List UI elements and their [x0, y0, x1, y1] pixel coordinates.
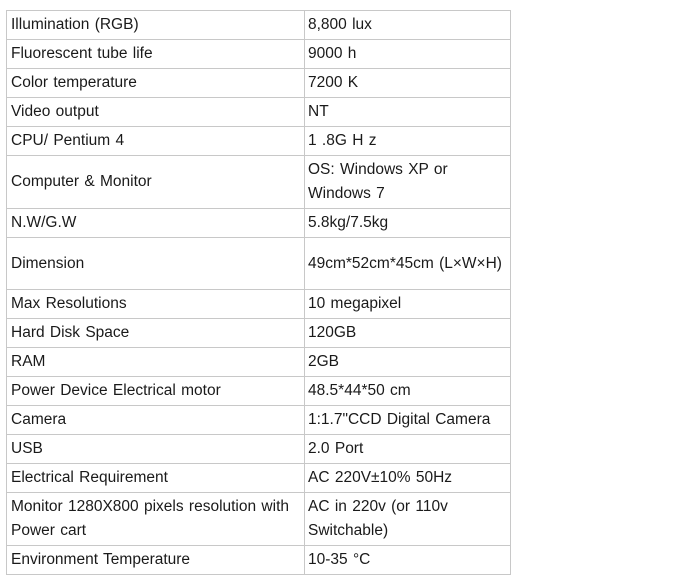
spec-value: AC in 220v (or 110v Switchable)	[305, 493, 511, 546]
table-row	[7, 377, 511, 406]
table-row	[7, 127, 511, 156]
spec-label: USB	[7, 435, 305, 464]
table-row	[7, 209, 511, 238]
spec-value: 1 .8G H z	[305, 127, 511, 156]
table-row	[7, 156, 511, 209]
spec-value: 49cm*52cm*45cm (L×W×H)	[305, 238, 511, 290]
spec-value: OS: Windows XP or Windows 7	[305, 156, 511, 209]
table-row	[7, 319, 511, 348]
table-row	[7, 464, 511, 493]
spec-value: 10-35 °C	[305, 546, 511, 575]
spec-label: Video output	[7, 98, 305, 127]
spec-label: Monitor 1280X800 pixels resolution with Power cart	[7, 493, 305, 546]
spec-label: CPU/ Pentium 4	[7, 127, 305, 156]
spec-value: NT	[305, 98, 511, 127]
table-row	[7, 238, 511, 290]
table-row	[7, 98, 511, 127]
spec-label: Power Device Electrical motor	[7, 377, 305, 406]
table-row	[7, 546, 511, 575]
spec-label: Max Resolutions	[7, 290, 305, 319]
spec-value: 120GB	[305, 319, 511, 348]
spec-value: 7200 K	[305, 69, 511, 98]
spec-label: Computer & Monitor	[7, 156, 305, 209]
spec-value: 5.8kg/7.5kg	[305, 209, 511, 238]
spec-value: 10 megapixel	[305, 290, 511, 319]
spec-value: 2.0 Port	[305, 435, 511, 464]
spec-label: RAM	[7, 348, 305, 377]
table-row	[7, 11, 511, 40]
spec-value: 2GB	[305, 348, 511, 377]
spec-label: Color temperature	[7, 69, 305, 98]
spec-label: Electrical Requirement	[7, 464, 305, 493]
spec-value: 48.5*44*50 cm	[305, 377, 511, 406]
table-row	[7, 435, 511, 464]
table-row	[7, 493, 511, 546]
table-row	[7, 406, 511, 435]
spec-label: Camera	[7, 406, 305, 435]
spec-label: Dimension	[7, 238, 305, 290]
spec-label: Illumination (RGB)	[7, 11, 305, 40]
spec-value: 1:1.7"CCD Digital Camera	[305, 406, 511, 435]
spec-label: Hard Disk Space	[7, 319, 305, 348]
spec-label: Environment Temperature	[7, 546, 305, 575]
spec-value: AC 220V±10% 50Hz	[305, 464, 511, 493]
spec-value: 8,800 lux	[305, 11, 511, 40]
spec-table	[6, 10, 511, 575]
table-row	[7, 69, 511, 98]
table-row	[7, 348, 511, 377]
table-row	[7, 40, 511, 69]
spec-label: Fluorescent tube life	[7, 40, 305, 69]
spec-label: N.W/G.W	[7, 209, 305, 238]
spec-value: 9000 h	[305, 40, 511, 69]
table-row	[7, 290, 511, 319]
